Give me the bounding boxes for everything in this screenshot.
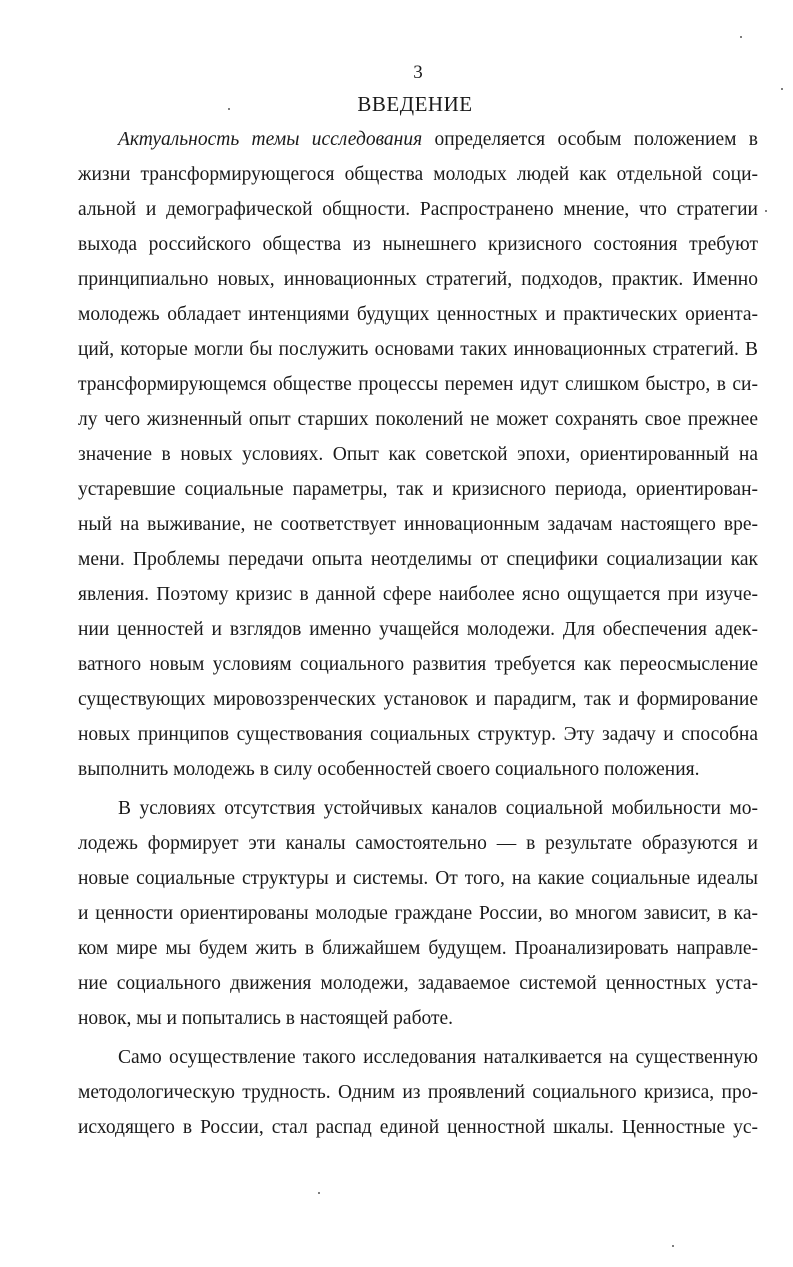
paragraph-1-line-5: принципиально новых, инновационных стратегий, подходов, практик. Именно — [78, 269, 758, 290]
paragraph-1-line-7: ций, которые могли бы послужить основами таких инновационных стратегий. В — [78, 339, 758, 360]
paragraph-1-line-10: значение в новых условиях. Опыт как советской эпохи, ориентированный на — [78, 444, 758, 465]
paragraph-1-line-4: выхода российского общества из нынешнего кризисного состояния требуют — [78, 234, 758, 255]
paragraph-1-line-18: новых принципов существования социальных структур. Эту задачу и способна — [78, 724, 758, 745]
paragraph-1-line-9: лу чего жизненный опыт старших поколений не может сохранять свое прежнее — [78, 409, 758, 430]
paragraph-1-line-17: существующих мировоззренческих установок и парадигм, так и формирование — [78, 689, 758, 710]
paragraph-2-line-2: лодежь формирует эти каналы самостоятельно — в результате образуются и — [78, 833, 758, 854]
emphasized-topic: Актуальность темы исследования — [118, 129, 423, 150]
paragraph-1-line-6: молодежь обладает интенциями будущих ценностных и практических ориента- — [78, 304, 758, 325]
page-number: 3 — [413, 62, 423, 83]
paragraph-2-line-5: ком мире мы будем жить в ближайшем будущем. Проанализировать направле- — [78, 938, 758, 959]
paragraph-1-line-12: ный на выживание, не соответствует инновационным задачам настоящего вре- — [78, 514, 758, 535]
paragraph-1-line-16: ватного новым условиям социального развития требуется как переосмысление — [78, 654, 758, 675]
paragraph-2-line-4: и ценности ориентированы молодые граждане России, во многом зависит, в ка- — [78, 903, 758, 924]
paragraph-2-line-6: ние социального движения молодежи, задаваемое системой ценностных уста- — [78, 973, 758, 994]
paragraph-1-line-3: альной и демографической общности. Распространено мнение, что стратегии — [78, 199, 758, 220]
paragraph-1-line-14: явления. Поэтому кризис в данной сфере наиболее ясно ощущается при изуче- — [78, 584, 758, 605]
scan-speck — [740, 36, 742, 38]
paragraph-3-line-3: исходящего в России, стал распад единой ценностной шкалы. Ценностные ус- — [78, 1117, 758, 1138]
scan-speck — [781, 88, 783, 90]
paragraph-3-line-1: Само осуществление такого исследования наталкивается на существенную — [118, 1047, 758, 1068]
paragraph-2-line-7: новок, мы и попытались в настоящей работе. — [78, 1008, 454, 1029]
paragraph-1-line-1: Актуальность темы исследования определяется особым положением в — [118, 129, 758, 150]
paragraph-2-line-3: новые социальные структуры и системы. От того, на какие социальные идеалы — [78, 868, 758, 889]
paragraph-1-line-2: жизни трансформирующегося общества молодых людей как отдельной соци- — [78, 164, 758, 185]
paragraph-2-line-1: В условиях отсутствия устойчивых каналов социальной мобильности мо- — [118, 798, 758, 819]
paragraph-1-line-8: трансформирующемся обществе процессы перемен идут слишком быстро, в си- — [78, 374, 758, 395]
scan-speck — [228, 108, 230, 110]
section-heading: ВВЕДЕНИЕ — [357, 92, 473, 116]
paragraph-1-line-15: нии ценностей и взглядов именно учащейся молодежи. Для обеспечения адек- — [78, 619, 758, 640]
paragraph-1-line-11: устаревшие социальные параметры, так и кризисного периода, ориентирован- — [78, 479, 758, 500]
paragraph-1-line-13: мени. Проблемы передачи опыта неотделимы от специфики социализации как — [78, 549, 758, 570]
scan-speck — [318, 1192, 320, 1194]
scan-speck — [672, 1245, 674, 1247]
scan-speck — [765, 210, 767, 212]
paragraph-3-line-2: методологическую трудность. Одним из проявлений социального кризиса, про- — [78, 1082, 758, 1103]
paragraph-1-line-19: выполнить молодежь в силу особенностей своего социального положения. — [78, 759, 700, 780]
